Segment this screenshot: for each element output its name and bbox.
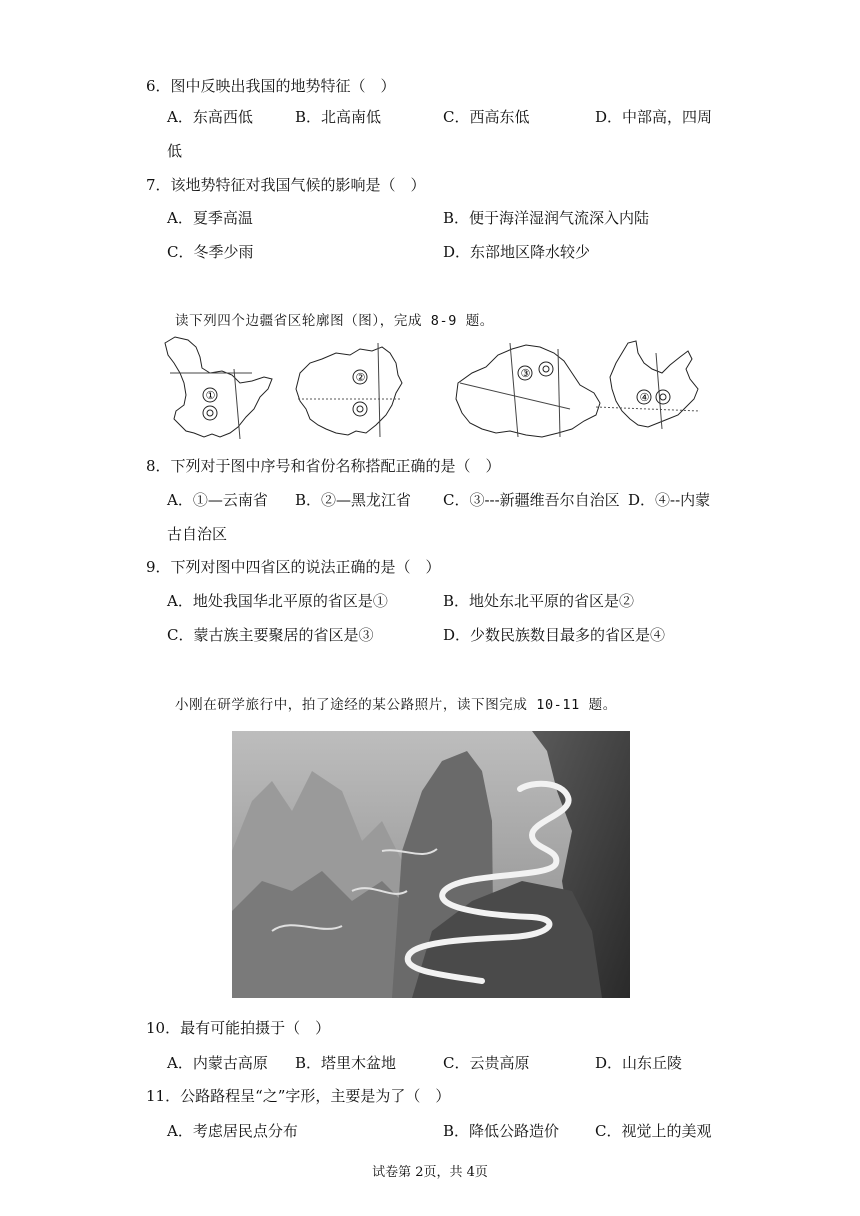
q9-option-c: C．蒙古族主要聚居的省区是③ [167, 626, 374, 644]
q7-option-c: C．冬季少雨 [167, 243, 254, 261]
q6-option-d-cont: 低 [167, 142, 183, 160]
q8-option-d: D．④--内蒙 [628, 491, 711, 509]
q10-stem: 10．最有可能拍摄于（ ） [146, 1019, 331, 1037]
map-label-1: ① [205, 389, 216, 402]
intro-10-11: 小刚在研学旅行中，拍了途经的某公路照片，读下图完成 10-11 题。 [175, 697, 617, 713]
mountain-road-photo [232, 731, 630, 998]
q6-option-d: D．中部高，四周 [595, 108, 713, 126]
q11-stem: 11．公路路程呈“之”字形，主要是为了（ ） [146, 1087, 451, 1105]
q11-option-a: A．考虑居民点分布 [167, 1122, 298, 1140]
q9-option-a: A．地处我国华北平原的省区是① [167, 592, 388, 610]
q6-stem: 6．图中反映出我国的地势特征（ ） [146, 77, 396, 95]
q10-option-c: C．云贵高原 [443, 1054, 530, 1072]
q6-option-c: C．西高东低 [443, 108, 530, 126]
q8-option-d-cont: 古自治区 [167, 525, 228, 543]
province-outline-maps [160, 333, 700, 443]
q10-option-a: A．内蒙古高原 [167, 1054, 268, 1072]
q7-stem: 7．该地势特征对我国气候的影响是（ ） [146, 176, 426, 194]
intro-8-9: 读下列四个边疆省区轮廓图（图），完成 8-9 题。 [175, 313, 494, 329]
q7-option-a: A．夏季高温 [167, 209, 253, 227]
province-map-1 [165, 337, 272, 439]
q11-option-c: C．视觉上的美观 [595, 1122, 712, 1140]
q10-option-d: D．山东丘陵 [595, 1054, 683, 1072]
q6-option-b: B．北高南低 [295, 108, 382, 126]
q11-option-b: B．降低公路造价 [443, 1122, 560, 1140]
province-map-4 [596, 341, 700, 429]
q8-option-b: B．②—黑龙江省 [295, 491, 412, 509]
q10-option-b: B．塔里木盆地 [295, 1054, 397, 1072]
page-footer: 试卷第 2页，共 4页 [372, 1165, 488, 1180]
q7-option-d: D．东部地区降水较少 [443, 243, 591, 261]
q8-stem: 8．下列对于图中序号和省份名称搭配正确的是（ ） [146, 457, 501, 475]
province-map-3 [456, 343, 600, 437]
q8-option-a: A．①—云南省 [167, 491, 268, 509]
map-label-4: ④ [639, 391, 650, 404]
q7-option-b: B．便于海洋湿润气流深入内陆 [443, 209, 650, 227]
q6-option-a: A．东高西低 [167, 108, 253, 126]
map-label-3: ③ [520, 367, 531, 380]
q9-option-d: D．少数民族数目最多的省区是④ [443, 626, 666, 644]
map-label-2: ② [355, 371, 366, 384]
q9-stem: 9．下列对图中四省区的说法正确的是（ ） [146, 558, 441, 576]
q8-option-c: C．③---新疆维吾尔自治区 [443, 491, 620, 509]
province-map-2 [296, 343, 402, 437]
q9-option-b: B．地处东北平原的省区是② [443, 592, 635, 610]
